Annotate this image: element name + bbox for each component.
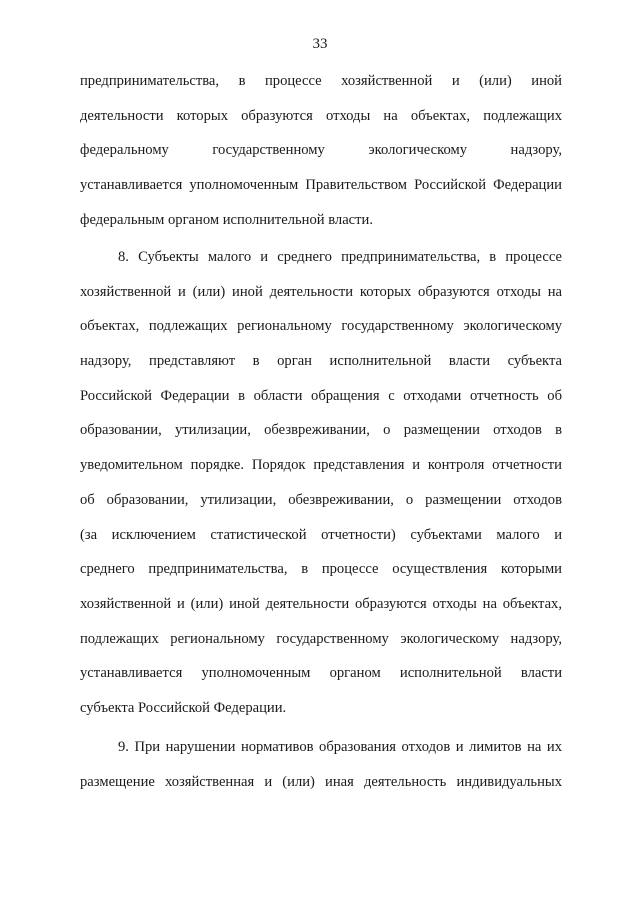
- text-line: федеральным органом исполнительной власти.: [80, 211, 373, 228]
- paragraph-8: [80, 240, 562, 726]
- text-line: объектах, подлежащих региональному государственному экологическому: [80, 318, 562, 335]
- text-line: деятельности которых образуются отходы на объектах, подлежащих: [80, 107, 562, 124]
- text-line: подлежащих региональному государственному экологическому надзору,: [80, 630, 562, 647]
- text-line: субъекта Российской Федерации.: [80, 699, 287, 716]
- text-line: об образовании, утилизации, обезвреживании, о размещении отходов: [80, 491, 562, 508]
- text-line: федеральному государственному экологическому надзору,: [80, 142, 562, 159]
- text-line: устанавливается уполномоченным органом исполнительной власти: [80, 665, 562, 682]
- text-line: хозяйственной и (или) иной деятельности которых образуются отходы на: [80, 283, 562, 300]
- text-line: предпринимательства, в процессе хозяйственной и (или) иной: [80, 73, 562, 89]
- paragraph-continuation: [80, 64, 562, 237]
- text-line: размещение хозяйственная и (или) иная деятельность индивидуальных: [80, 773, 562, 790]
- text-line: среднего предпринимательства, в процессе осуществления которыми: [80, 561, 562, 578]
- text-line: устанавливается уполномоченным Правительством Российской Федерации: [80, 177, 562, 194]
- text-line: 8. Субъекты малого и среднего предпринимательства, в процессе: [118, 249, 562, 265]
- text-line: (за исключением статистической отчетности) субъектами малого и: [80, 526, 562, 543]
- text-line: надзору, представляют в орган исполнительной власти субъекта: [80, 353, 562, 370]
- paragraph-9: [80, 730, 562, 799]
- text-line: хозяйственной и (или) иной деятельности образуются отходы на объектах,: [80, 595, 562, 612]
- page-number: 33: [312, 36, 328, 52]
- text-line: образовании, утилизации, обезвреживании, о размещении отходов в: [80, 422, 562, 439]
- text-line: 9. При нарушении нормативов образования отходов и лимитов на их: [118, 739, 562, 755]
- text-line: Российской Федерации в области обращения с отходами отчетность об: [80, 387, 562, 404]
- text-line: уведомительном порядке. Порядок представления и контроля отчетности: [80, 457, 562, 474]
